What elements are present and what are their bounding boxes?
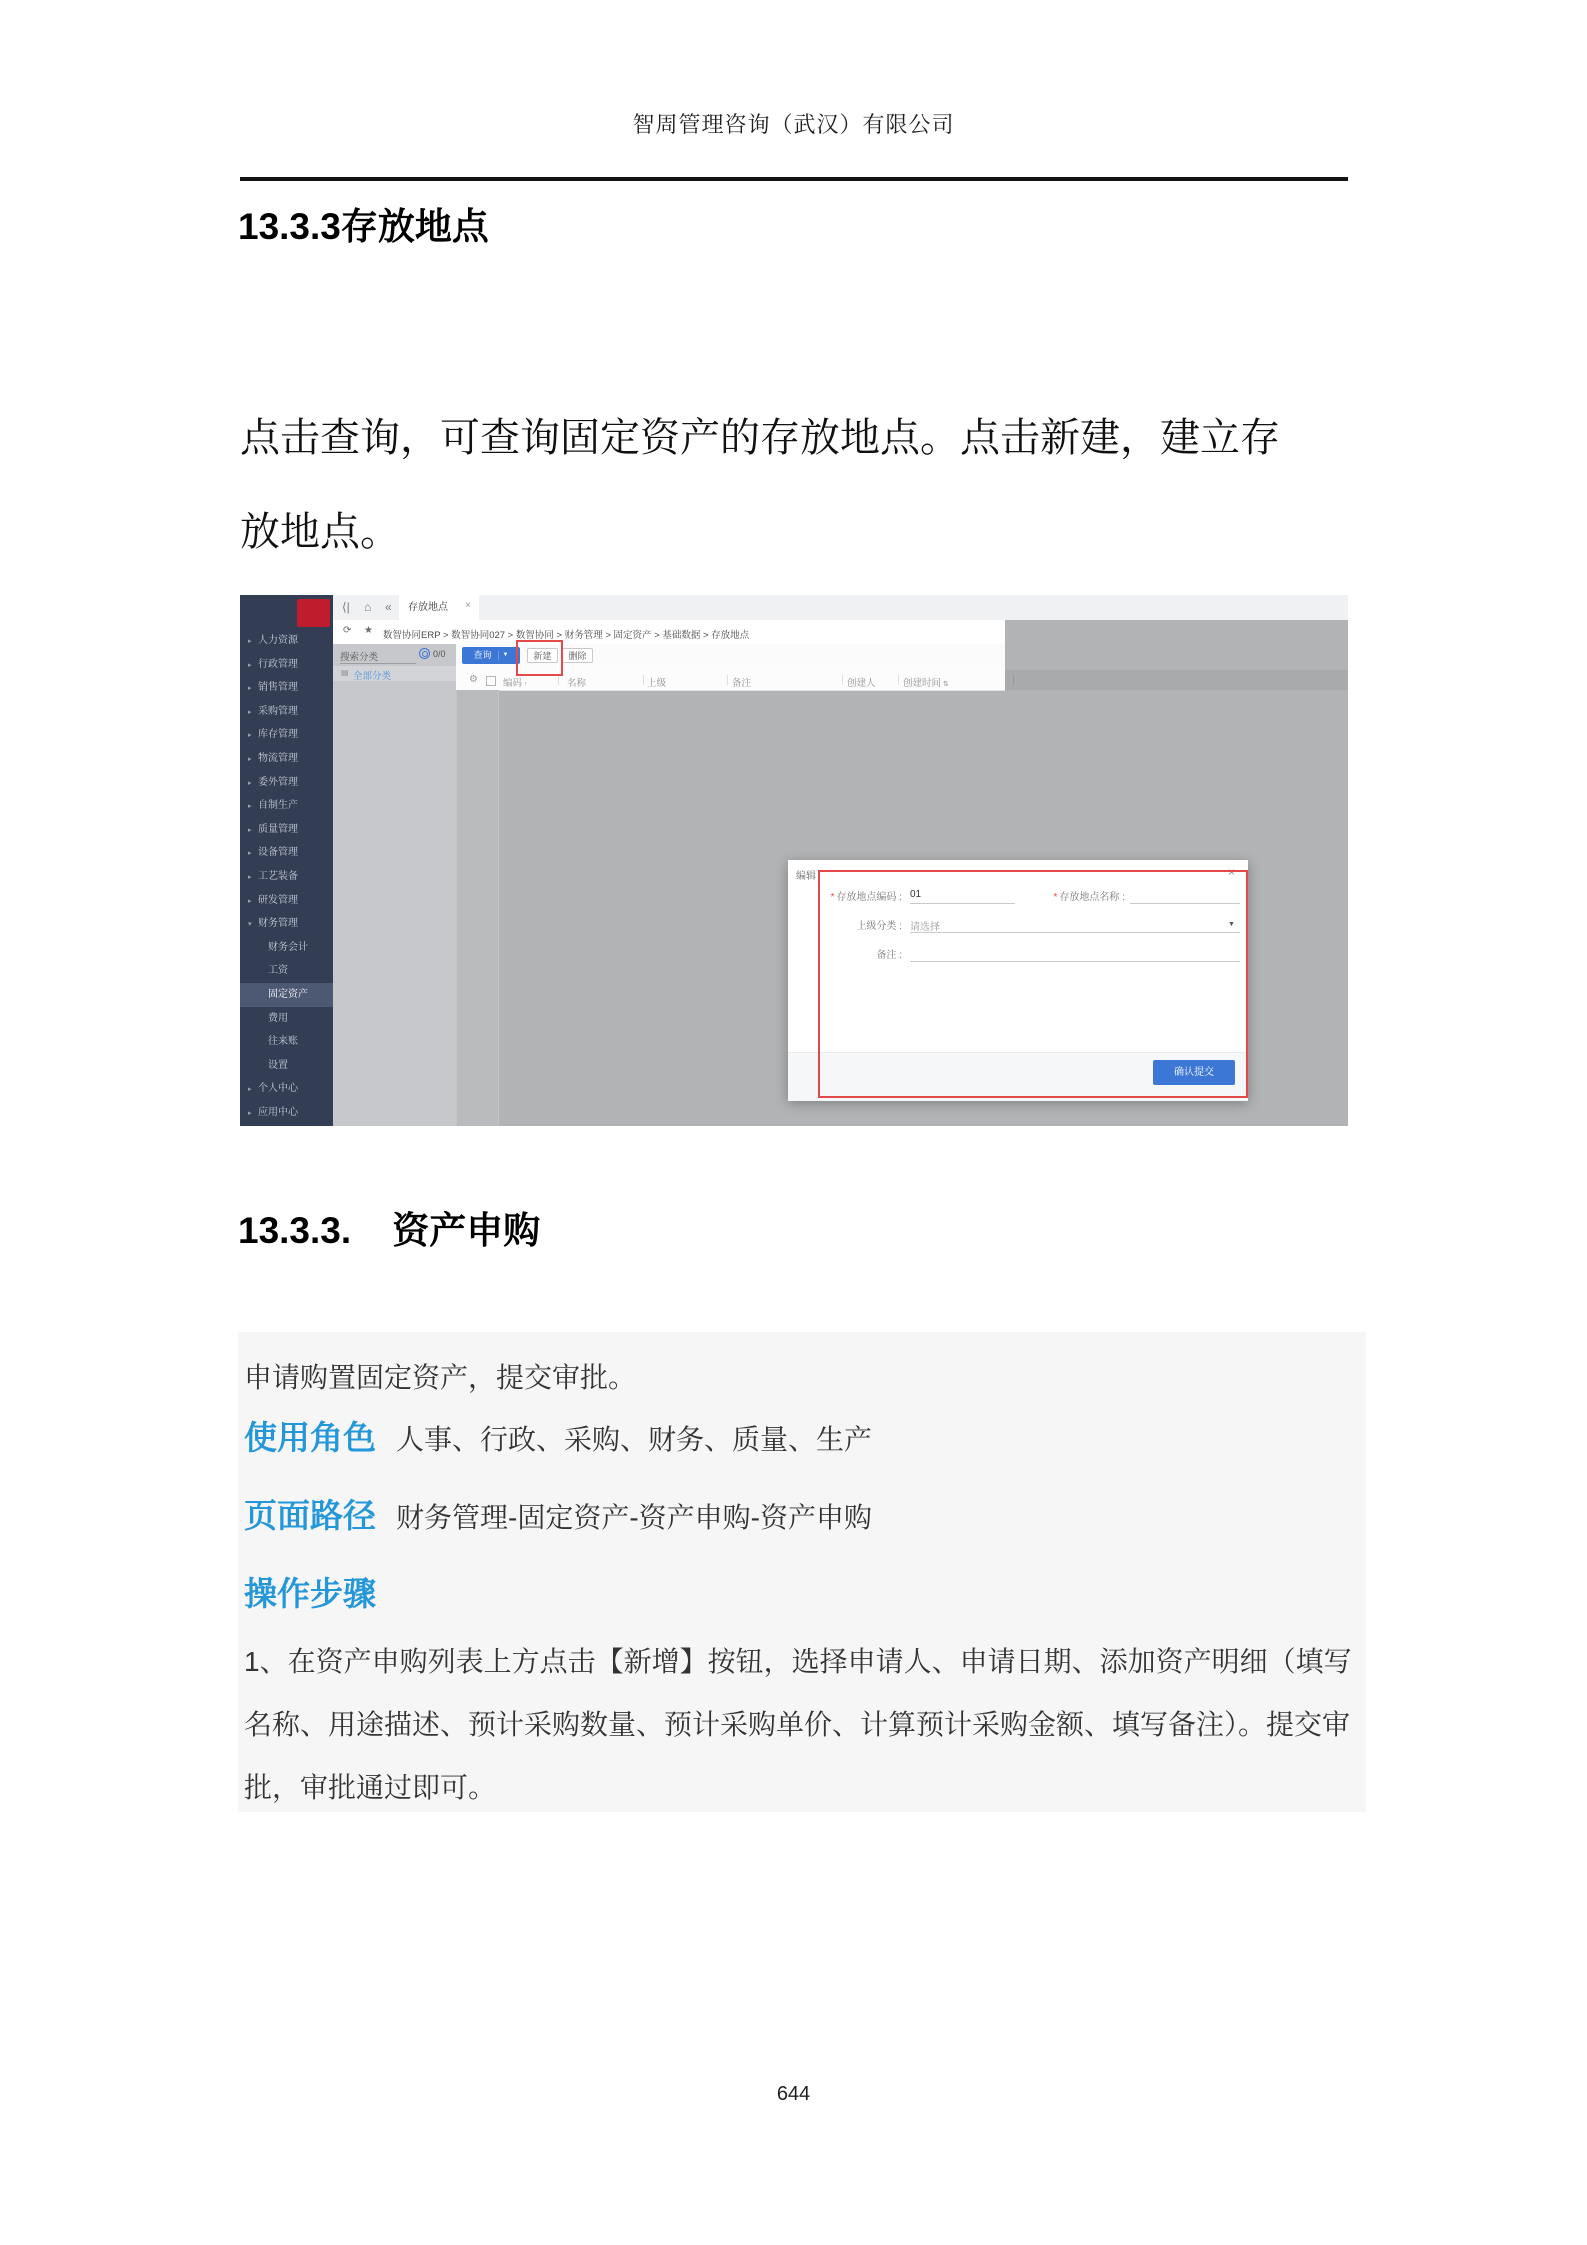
required-mark: * <box>830 892 835 903</box>
gear-icon[interactable]: ⚙ <box>469 674 478 685</box>
company-header: 智周管理咨询（武汉）有限公司 <box>632 112 955 137</box>
sidebar-item-固定资产[interactable] <box>240 983 333 1007</box>
intro-text: 申请购置固定资产，提交审批。 <box>244 1362 637 1393</box>
sidebar-item-自制生产[interactable] <box>240 794 333 818</box>
chevron-right-icon: ▸ <box>248 779 252 787</box>
erp-sidebar <box>240 595 333 1126</box>
column-header-创建时间[interactable]: 创建时间 ⇅ <box>903 678 949 689</box>
button-separator <box>498 651 499 660</box>
column-divider <box>643 675 644 685</box>
chevron-right-icon: ▸ <box>248 685 252 693</box>
sidebar-item-label: 自制生产 <box>258 800 298 812</box>
sidebar-item-委外管理[interactable] <box>240 771 333 795</box>
confirm-submit-button[interactable]: 确认提交 <box>1153 1060 1235 1085</box>
annotation-box-new-button <box>516 640 563 676</box>
step-line-2: 名称、用途描述、预计采购数量、预计采购单价、计算预计采购金额、填写备注）。提交审 <box>244 1709 1351 1740</box>
sidebar-item-label: 工资 <box>268 965 288 977</box>
section1-heading: 13.3.3存放地点 <box>238 206 489 247</box>
sort-icon[interactable]: ↑ <box>522 681 528 688</box>
code-label: * 存放地点编码 : <box>830 892 902 903</box>
chevron-right-icon: ▸ <box>248 850 252 858</box>
refresh-icon[interactable]: ⟳ <box>343 625 352 636</box>
code-input[interactable]: 01 <box>910 889 1015 904</box>
chevron-down-icon: ▾ <box>248 921 252 929</box>
dialog-title: 编辑 <box>796 871 816 882</box>
chevron-right-icon: ▸ <box>248 826 252 834</box>
section1-paragraph-line2: 放地点。 <box>240 509 400 555</box>
tab-close-icon[interactable]: × <box>465 600 471 611</box>
erp-logo <box>297 599 330 627</box>
dialog-close-icon[interactable]: × <box>1228 865 1236 879</box>
breadcrumb: 数智协同ERP > 数智协同027 > 数智协同 > 财务管理 > 固定资产 > 基础数据 > 存放地点 <box>383 630 750 641</box>
required-mark: * <box>1053 892 1058 903</box>
sidebar-item-物流管理[interactable] <box>240 747 333 771</box>
sidebar-item-label: 行政管理 <box>258 658 298 670</box>
sidebar-item-label: 采购管理 <box>258 705 298 717</box>
chevron-right-icon: ▸ <box>248 661 252 669</box>
column-divider <box>498 690 499 1126</box>
select-caret-icon[interactable]: ▼ <box>1228 921 1235 928</box>
counter-icon <box>419 648 430 659</box>
sidebar-item-工艺装备[interactable] <box>240 865 333 889</box>
sidebar-item-应用中心[interactable] <box>240 1101 333 1125</box>
step-line-1: 1、在资产申购列表上方点击【新增】按钮，选择申请人、申请日期、添加资产明细（填写 <box>244 1646 1352 1677</box>
column-header-名称[interactable]: 名称 <box>567 678 587 689</box>
header-filler-divider <box>1013 675 1014 685</box>
section1-paragraph-line1: 点击查询，可查询固定资产的存放地点。点击新建，建立存 <box>240 415 1280 461</box>
sidebar-item-财务会计[interactable] <box>240 936 333 960</box>
sidebar-item-label: 设备管理 <box>258 847 298 859</box>
chevron-right-icon: ▸ <box>248 897 252 905</box>
query-button[interactable] <box>462 647 520 664</box>
roles-text: 人事、行政、采购、财务、质量、生产 <box>396 1424 873 1455</box>
category-all-link[interactable]: 全部分类 <box>353 671 392 682</box>
column-divider <box>898 675 899 685</box>
column-header-上级[interactable]: 上级 <box>647 678 667 689</box>
new-button[interactable]: 新建 <box>527 648 558 663</box>
sidebar-item-label: 物流管理 <box>258 752 298 764</box>
sidebar-item-label: 设置 <box>268 1059 288 1071</box>
sidebar-item-label: 质量管理 <box>258 823 298 835</box>
sidebar-item-label: 工艺装备 <box>258 870 298 882</box>
parent-category-label: 上级分类 : <box>856 921 902 932</box>
chevron-right-icon: ▸ <box>248 755 252 763</box>
column-header-编码[interactable]: 编码 ↑ <box>503 678 528 689</box>
column-header-创建人[interactable]: 创建人 <box>847 678 876 689</box>
home-icon[interactable]: ⌂ <box>364 600 372 614</box>
sidebar-item-label: 费用 <box>268 1012 288 1024</box>
step-line-3: 批，审批通过即可。 <box>244 1772 497 1803</box>
section2-heading: 13.3.3. 资产申购 <box>238 1210 541 1251</box>
sidebar-item-采购管理[interactable] <box>240 700 333 724</box>
chevron-right-icon: ▸ <box>248 1086 252 1094</box>
search-category-input[interactable]: 搜索分类 <box>340 652 379 663</box>
column-header-备注[interactable]: 备注 <box>732 678 752 689</box>
column-divider <box>727 675 728 685</box>
sidebar-item-label: 库存管理 <box>258 729 298 741</box>
collapse-tabs-icon[interactable]: « <box>385 600 392 614</box>
query-button-label: 查询 <box>473 650 492 660</box>
sort-icon[interactable]: ⇅ <box>941 681 949 688</box>
sidebar-item-费用[interactable] <box>240 1007 333 1031</box>
sidebar-item-label: 财务会计 <box>268 941 308 953</box>
roles-row <box>244 1412 872 1459</box>
checkbox-column-strip <box>456 690 498 1126</box>
tab-storage-location[interactable]: 存放地点 <box>399 595 479 620</box>
header-right-filler <box>1005 670 1348 690</box>
sidebar-item-设备管理[interactable] <box>240 841 333 865</box>
name-label: * 存放地点名称 : <box>1053 892 1125 903</box>
sidebar-item-质量管理[interactable] <box>240 818 333 842</box>
edit-dialog <box>788 860 1248 1100</box>
path-text: 财务管理-固定资产-资产申购-资产申购 <box>396 1502 872 1533</box>
roles-label: 使用角色 <box>244 1419 376 1456</box>
sidebar-item-个人中心[interactable] <box>240 1077 333 1101</box>
sidebar-item-往来账[interactable] <box>240 1030 333 1054</box>
query-caret-icon[interactable]: ▼ <box>502 652 509 659</box>
chevron-right-icon: ▸ <box>248 708 252 716</box>
steps-label: 操作步骤 <box>244 1575 376 1612</box>
chevron-right-icon: ▸ <box>248 732 252 740</box>
sidebar-nav <box>240 629 333 1124</box>
parent-category-select[interactable]: 请选择 <box>910 918 1240 933</box>
info-block <box>238 1332 1366 1812</box>
sidebar-item-行政管理[interactable] <box>240 653 333 677</box>
sidebar-item-label: 研发管理 <box>258 894 298 906</box>
content-right-filler <box>1005 620 1348 670</box>
erp-screenshot <box>240 595 1348 1126</box>
sidebar-item-label: 应用中心 <box>258 1106 298 1118</box>
delete-button[interactable]: 删除 <box>562 648 593 663</box>
page-number: 644 <box>776 2083 811 2105</box>
category-all-row[interactable] <box>333 666 456 681</box>
pin-icon[interactable]: ★ <box>364 625 373 636</box>
sidebar-item-label: 个人中心 <box>258 1083 298 1095</box>
category-panel <box>333 644 456 1126</box>
chevron-right-icon: ▸ <box>248 873 252 881</box>
sidebar-item-label: 财务管理 <box>258 918 298 930</box>
chevron-right-icon: ▸ <box>248 803 252 811</box>
back-icon[interactable]: ⟨| <box>342 600 350 614</box>
path-row <box>244 1490 872 1537</box>
category-list-icon: ▤ <box>341 668 349 677</box>
erp-breadcrumb-bar <box>333 620 1005 645</box>
chevron-right-icon: ▸ <box>248 1109 252 1117</box>
sidebar-item-label: 委外管理 <box>258 776 298 788</box>
panel-divider <box>456 690 457 1126</box>
header-divider <box>240 177 1348 181</box>
column-divider <box>558 675 559 685</box>
sidebar-item-label: 往来账 <box>268 1036 298 1048</box>
sidebar-item-库存管理[interactable] <box>240 723 333 747</box>
sidebar-item-label: 固定资产 <box>268 988 308 1000</box>
sidebar-item-财务管理[interactable] <box>240 912 333 936</box>
select-all-checkbox[interactable] <box>486 676 496 686</box>
erp-tabbar <box>333 595 1348 621</box>
sidebar-item-人力资源[interactable] <box>240 629 333 653</box>
chevron-right-icon: ▸ <box>248 638 252 645</box>
remark-label: 备注 : <box>876 950 902 961</box>
column-divider <box>842 675 843 685</box>
search-counter: 0/0 <box>433 649 446 659</box>
path-label: 页面路径 <box>244 1497 376 1534</box>
sidebar-item-研发管理[interactable] <box>240 889 333 913</box>
sidebar-item-销售管理[interactable] <box>240 676 333 700</box>
sidebar-item-工资[interactable] <box>240 959 333 983</box>
sidebar-item-设置[interactable] <box>240 1054 333 1078</box>
sidebar-item-label: 销售管理 <box>258 682 298 694</box>
search-input-underline <box>340 663 416 664</box>
sidebar-item-label: 人力资源 <box>258 635 298 646</box>
